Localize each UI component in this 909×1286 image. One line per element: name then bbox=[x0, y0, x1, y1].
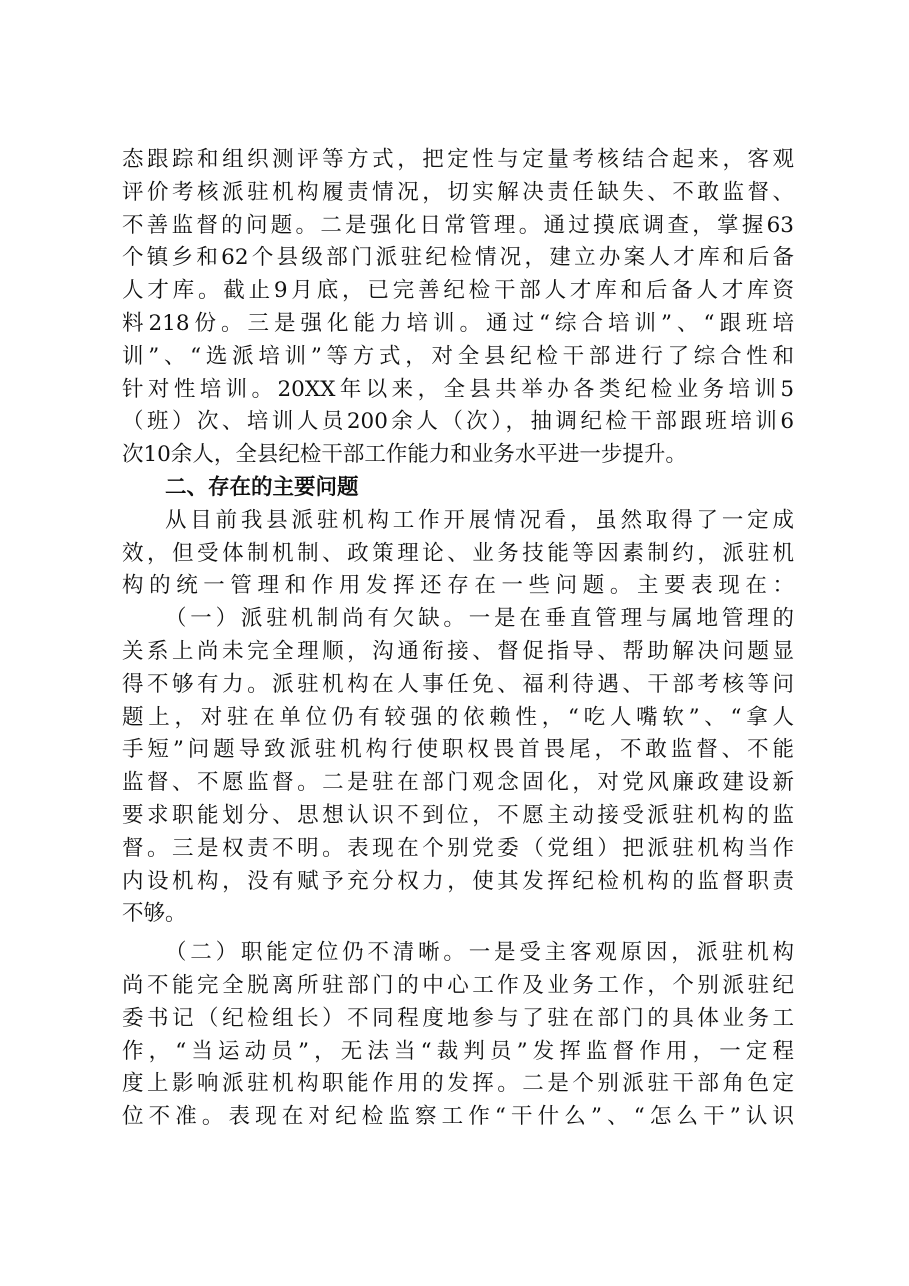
text-line: 个镇乡和62个县级部门派驻纪检情况，建立办案人才库和后备 bbox=[122, 245, 794, 271]
text-line: 评价考核派驻机构履责情况，切实解决责任缺失、不敢监督、 bbox=[122, 179, 794, 205]
text-line: 效，但受体制机制、政策理论、业务技能等因素制约，派驻机 bbox=[122, 540, 794, 566]
text-line: 监督、不愿监督。二是驻在部门观念固化，对党风廉政建设新 bbox=[122, 770, 794, 796]
text-line: 位不准。表现在对纪检监察工作“干什么”、“怎么干”认识 bbox=[122, 1104, 794, 1130]
text-line: 从目前我县派驻机构工作开展情况看，虽然取得了一定成 bbox=[165, 507, 794, 533]
text-line: 构的统一管理和作用发挥还存在一些问题。主要表现在： bbox=[122, 573, 794, 599]
text-line: 题上，对驻在单位仍有较强的依赖性，“吃人嘴软”、“拿人 bbox=[122, 704, 794, 730]
text-line: （班）次、培训人员200余人（次），抽调纪检干部跟班培训6 bbox=[122, 409, 794, 435]
section-heading: 二、存在的主要问题 bbox=[165, 474, 359, 500]
text-line: 针对性培训。20XX年以来，全县共举办各类纪检业务培训5 bbox=[122, 376, 794, 402]
text-line: 度上影响派驻机构职能作用的发挥。二是个别派驻干部角色定 bbox=[122, 1071, 794, 1097]
paragraph-training bbox=[122, 144, 794, 472]
text-line: 得不够有力。派驻机构在人事任免、福利待遇、干部考核等问 bbox=[122, 671, 794, 697]
text-line: 关系上尚未完全理顺，沟通衔接、督促指导、帮助解决问题显 bbox=[122, 638, 794, 664]
text-line: 尚不能完全脱离所驻部门的中心工作及业务工作，个别派驻纪 bbox=[122, 972, 794, 998]
text-line: 内设机构，没有赋予充分权力，使其发挥纪检机构的监督职责 bbox=[122, 868, 794, 894]
text-line: （二）职能定位仍不清晰。一是受主客观原因，派驻机构 bbox=[165, 940, 794, 966]
text-line: 不够。 bbox=[122, 901, 187, 927]
text-line: 料218份。三是强化能力培训。通过“综合培训”、“跟班培 bbox=[122, 310, 794, 336]
text-line: 督。三是权责不明。表现在个别党委（党组）把派驻机构当作 bbox=[122, 835, 794, 861]
text-line: 不善监督的问题。二是强化日常管理。通过摸底调查，掌握63 bbox=[122, 212, 794, 238]
text-line: 作，“当运动员”，无法当“裁判员”发挥监督作用，一定程 bbox=[122, 1038, 794, 1064]
text-line: （一）派驻机制尚有欠缺。一是在垂直管理与属地管理的 bbox=[165, 606, 794, 632]
text-line: 要求职能划分、思想认识不到位，不愿主动接受派驻机构的监 bbox=[122, 802, 794, 828]
paragraph-mechanism bbox=[122, 603, 794, 931]
paragraph-overview bbox=[122, 505, 794, 603]
text-line: 手短”问题导致派驻机构行使职权畏首畏尾，不敢监督、不能 bbox=[122, 737, 794, 763]
text-line: 次10余人，全县纪检干部工作能力和业务水平进一步提升。 bbox=[122, 442, 687, 468]
text-line: 态跟踪和组织测评等方式，把定性与定量考核结合起来，客观 bbox=[122, 147, 794, 172]
document-body bbox=[122, 144, 794, 1134]
text-line: 人才库。截止9月底，已完善纪检干部人才库和后备人才库资 bbox=[122, 278, 794, 304]
paragraph-positioning bbox=[122, 937, 794, 1134]
text-line: 委书记（纪检组长）不同程度地参与了驻在部门的具体业务工 bbox=[122, 1005, 794, 1031]
text-line: 训”、“选派培训”等方式，对全县纪检干部进行了综合性和 bbox=[122, 343, 794, 369]
